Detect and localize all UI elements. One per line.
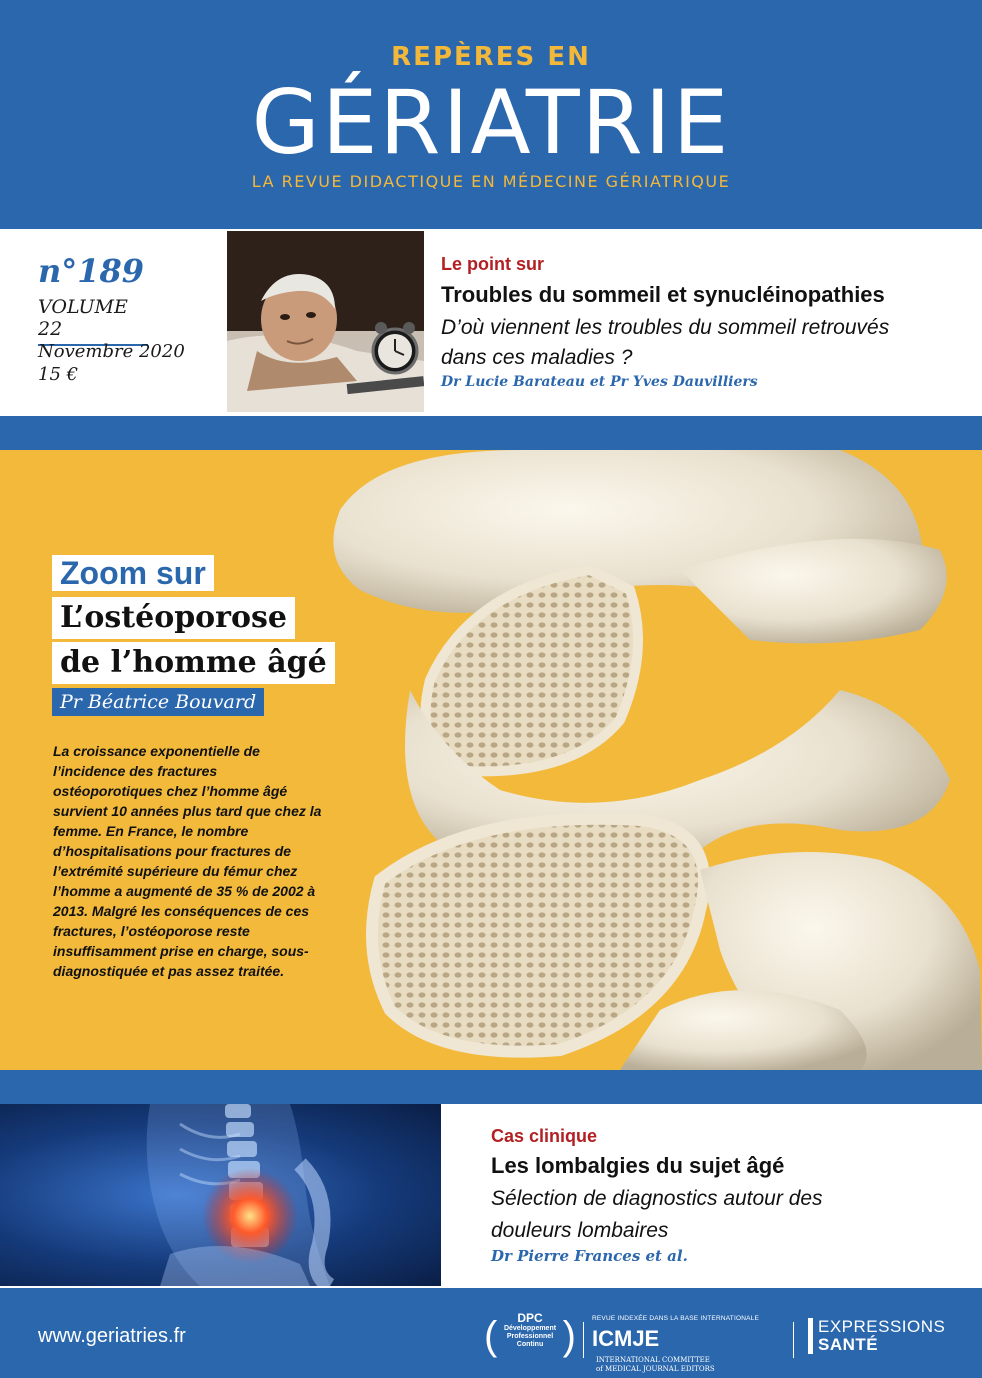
article2-subtitle: Sélection de diagnostics autour des douleurs lombaires — [491, 1187, 823, 1242]
footer-divider — [583, 1322, 584, 1358]
divider-band-top — [0, 416, 982, 450]
article2-title: Les lombalgies du sujet âgé — [491, 1153, 785, 1178]
icmje-logo — [592, 1315, 782, 1374]
bone-vertebrae-illustration — [320, 450, 982, 1070]
article1-subtitle: D’où viennent les troubles du sommeil retrouvés dans ces maladies ? — [441, 316, 890, 369]
article1-section-label: Le point sur — [441, 254, 544, 274]
masthead-title: GÉRIATRIE — [251, 71, 731, 174]
article1-authors: Dr Lucie Barateau et Pr Yves Dauvilliers — [441, 374, 758, 390]
icmje-full-name: INTERNATIONAL COMMITTEE of MEDICAL JOURNAL EDITORS — [596, 1356, 715, 1373]
dpc-line-3: Continu — [516, 1341, 544, 1348]
footer-divider — [793, 1322, 794, 1358]
icmje-caption: REVUE INDEXÉE DANS LA BASE INTERNATIONALE — [592, 1315, 760, 1322]
issue-price: 15 € — [38, 364, 79, 385]
publisher-logo — [808, 1318, 945, 1354]
website-link[interactable]: www.geriatries.fr — [38, 1325, 186, 1347]
publisher-line2: SANTÉ — [818, 1335, 879, 1354]
article2-authors: Dr Pierre Frances et al. — [491, 1247, 688, 1265]
publisher-line1: EXPRESSIONS — [818, 1317, 946, 1336]
dpc-title: DPC — [517, 1311, 543, 1325]
lumbar-pain-photo — [0, 1104, 441, 1286]
zoom-author: Pr Béatrice Bouvard — [52, 688, 264, 716]
spine-xray-illustration — [0, 1104, 441, 1286]
sleepless-man-photo — [227, 231, 424, 412]
dpc-left-paren-icon: ( — [484, 1314, 498, 1358]
zoom-section-label: Zoom sur — [52, 555, 214, 591]
icmje-name: ICMJE — [592, 1326, 660, 1351]
dpc-logo — [484, 1312, 576, 1360]
dpc-line-2: Professionnel — [506, 1333, 554, 1340]
article1-title: Troubles du sommeil et synucléinopathies — [441, 282, 885, 307]
dpc-right-paren-icon: ) — [562, 1314, 576, 1358]
dpc-line-1: Développement — [503, 1325, 557, 1332]
zoom-abstract: La croissance exponentielle de l’incidence des fractures ostéoporotiques chez l’homme âgé survient 10 années plus tard que chez la femme. En France, le nombre d’hospitalisations pour fractures de l’extrémité supérieure du fémur chez l’homme a augmenté de 35 % de 2002 à 2013. Malgré les conséquences de ces fractures, l’ostéoporose reste insuffisamment prise en charge, sous-diagnostiquée et pas assez traitée. — [53, 743, 322, 979]
zoom-title-line2: de l’homme âgé — [52, 642, 335, 684]
masthead-pre-title: REPÈRES EN — [391, 42, 591, 72]
issue-date: Novembre 2020 — [38, 341, 185, 362]
zoom-title-line1: L’ostéoporose — [52, 597, 295, 639]
issue-number: n°189 — [38, 252, 145, 290]
article2-section-label: Cas clinique — [491, 1126, 598, 1146]
vertebrae-graphic — [320, 450, 982, 1070]
issue-volume: VOLUME 22 — [38, 296, 148, 346]
sleepless-man-illustration — [227, 231, 424, 412]
divider-band-bottom — [0, 1070, 982, 1104]
masthead-subtitle: LA REVUE DIDACTIQUE EN MÉDECINE GÉRIATRIQUE — [251, 172, 731, 191]
